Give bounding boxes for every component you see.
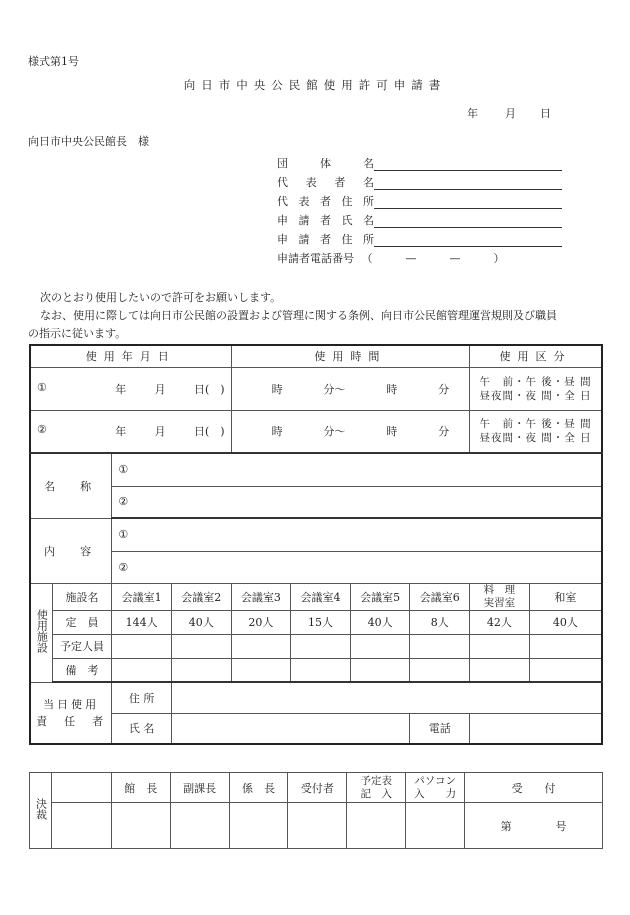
minute-label: 分〜 (323, 382, 346, 396)
applicant-field-input[interactable] (374, 213, 562, 228)
time-cell-2[interactable] (231, 410, 470, 453)
schedule-entry-line-1: 予定表 (360, 774, 392, 787)
category-options: 午 前・午 後・昼 間 (479, 375, 592, 388)
hour-label: 時 (386, 382, 398, 396)
notes-input[interactable] (171, 658, 231, 682)
category-options: 昼夜間・夜 間・全 日 (479, 389, 592, 402)
row-label-facility: 施設名 (52, 583, 112, 610)
date-cell-2[interactable] (30, 410, 231, 453)
terms-text-2: の指示に従います。 (28, 327, 127, 340)
category-cell-1[interactable] (470, 367, 602, 410)
date-year: 年 (467, 107, 478, 120)
phone-cell-label: 電話 (410, 713, 470, 744)
expected-input[interactable] (291, 634, 351, 658)
year-label: 年 (115, 382, 127, 396)
name-label: 名 称 (30, 453, 112, 518)
room-capacity: 42人 (470, 610, 530, 634)
approval-header-schedule (347, 773, 406, 803)
applicant-field-label (277, 212, 374, 228)
facilities-group-label (30, 583, 52, 682)
minute-label: 分 (438, 382, 450, 396)
label-char: 請 (298, 214, 310, 227)
responsible-label (30, 682, 112, 744)
pc-entry-line-1: パソコン (414, 774, 457, 787)
label-char: 体 (320, 157, 331, 170)
label-char: 表 (298, 195, 310, 208)
form-number: 様式第1号 (28, 55, 79, 68)
header-category: 使用区分 (470, 345, 602, 367)
label-char: 者 (320, 195, 331, 208)
person-name-label: 氏 名 (112, 713, 172, 744)
notes-input[interactable] (410, 658, 470, 682)
applicant-field-input[interactable] (374, 194, 562, 209)
room-capacity: 144人 (112, 610, 172, 634)
approval-header: 副課長 (170, 773, 229, 803)
room-name: 会議室3 (231, 583, 291, 610)
applicant-field-label (277, 193, 374, 209)
approval-stamp-cell[interactable] (406, 803, 465, 849)
label-char: 住 (341, 233, 353, 246)
room-capacity: 15人 (291, 610, 351, 634)
date-cell-1[interactable] (30, 367, 231, 410)
approval-stamp-cell[interactable] (347, 803, 406, 849)
expected-input[interactable] (171, 634, 231, 658)
approval-header: 館 長 (111, 773, 170, 803)
notes-input[interactable] (231, 658, 291, 682)
label-char: 名 (363, 157, 374, 170)
approval-group-text: 決裁 (34, 798, 48, 820)
category-cell-2[interactable] (470, 410, 602, 453)
reception-header: 受 付 (465, 773, 603, 803)
category-options: 午 前・午 後・昼 間 (479, 418, 592, 431)
room-name: 会議室2 (171, 583, 231, 610)
room-name: 会議室6 (410, 583, 470, 610)
applicant-field[interactable] (277, 190, 562, 209)
address-input[interactable] (171, 682, 602, 713)
applicant-field-label (277, 174, 374, 190)
label-char: 所 (363, 233, 374, 246)
address-label: 住 所 (112, 682, 172, 713)
label-char: 申 (277, 233, 288, 246)
pc-entry-line-2: 入 力 (414, 787, 457, 800)
room-capacity: 40人 (529, 610, 602, 634)
approval-group-label (30, 773, 52, 849)
expected-input[interactable] (529, 634, 602, 658)
notes-input[interactable] (529, 658, 602, 682)
room-name: 会議室1 (112, 583, 172, 610)
approval-stamp-cell[interactable] (111, 803, 170, 849)
applicant-field-label (277, 155, 374, 171)
phone-field[interactable] (277, 250, 505, 266)
row-number: ② (37, 423, 47, 437)
schedule-row-2 (30, 410, 602, 453)
label-char: 住 (341, 195, 353, 208)
minute-label: 分〜 (323, 425, 346, 439)
expected-input[interactable] (112, 634, 172, 658)
request-text: 次のとおり使用したいので許可をお願いします。 (40, 291, 282, 304)
name-field-2[interactable]: ② (112, 486, 602, 518)
month-label: 月 (154, 425, 166, 439)
room-name: 和室 (529, 583, 602, 610)
expected-input[interactable] (231, 634, 291, 658)
row-label-capacity: 定 員 (52, 610, 112, 634)
applicant-field-label (277, 231, 374, 247)
expected-input[interactable] (410, 634, 470, 658)
room-capacity: 40人 (171, 610, 231, 634)
approval-stamp-cell[interactable] (170, 803, 229, 849)
hour-label: 時 (386, 425, 398, 439)
applicant-field-input[interactable] (374, 232, 562, 247)
person-phone-input[interactable] (470, 713, 602, 744)
minute-label: 分 (438, 425, 450, 439)
row-label-notes: 備 考 (52, 658, 112, 682)
approval-stamp-cell[interactable] (51, 803, 111, 849)
header-time: 使用時間 (231, 345, 470, 367)
label-char: 代 (277, 176, 288, 189)
applicant-field[interactable] (277, 171, 562, 190)
phone-value: （ — — ） (361, 252, 505, 265)
year-label: 年 (115, 425, 127, 439)
label-char: 代 (277, 195, 288, 208)
approval-header-pc (406, 773, 465, 803)
room-name: 会議室4 (291, 583, 351, 610)
reception-number[interactable]: 第 号 (465, 803, 603, 849)
label-char: 氏 (341, 214, 353, 227)
room-name-cooking (470, 583, 530, 610)
terms-text-1: なお、使用に際しては向日市公民館の設置および管理に関する条例、向日市公民館管理運営規則及び職員 (40, 309, 557, 322)
approval-header: 受付者 (288, 773, 347, 803)
content-field-1[interactable]: ① (112, 518, 602, 551)
expected-input[interactable] (350, 634, 410, 658)
notes-input[interactable] (291, 658, 351, 682)
responsible-label-2: 責 任 者 (36, 715, 107, 728)
hour-label: 時 (271, 382, 283, 396)
label-char: 者 (320, 214, 331, 227)
label-char: 所 (363, 195, 374, 208)
month-label: 月 (154, 382, 166, 396)
date-day: 日 (540, 107, 551, 120)
approval-header: 係 長 (229, 773, 288, 803)
room-name: 会議室5 (350, 583, 410, 610)
person-name-input[interactable] (171, 713, 410, 744)
approval-stamp-cell[interactable] (229, 803, 288, 849)
category-options: 昼夜間・夜 間・全 日 (479, 432, 592, 445)
label-char: 表 (305, 176, 317, 189)
cooking-line-2: 実習室 (483, 596, 516, 609)
approval-stamp-cell[interactable] (288, 803, 347, 849)
approval-blank-header (51, 773, 111, 803)
room-capacity: 20人 (231, 610, 291, 634)
room-capacity: 40人 (350, 610, 410, 634)
label-char: 団 (277, 157, 288, 170)
page-title: 向日市中央公民館使用許可申請書 (183, 78, 447, 92)
schedule-entry-line-2: 記 入 (360, 787, 392, 800)
header-date: 使用年月日 (30, 345, 231, 367)
responsible-label-1: 当日使用 (43, 698, 100, 711)
label-char: 名 (363, 214, 374, 227)
time-cell-1[interactable] (231, 367, 470, 410)
hour-label: 時 (271, 425, 283, 439)
application-table (29, 344, 603, 745)
content-field-2[interactable]: ② (112, 551, 602, 583)
room-capacity: 8人 (410, 610, 470, 634)
label-char: 申 (277, 214, 288, 227)
cooking-line-1: 料 理 (483, 583, 516, 596)
applicant-field-input[interactable] (374, 156, 562, 171)
label-char: 名 (362, 176, 374, 189)
date-month: 月 (505, 107, 516, 120)
approval-table (29, 772, 603, 849)
notes-input[interactable] (112, 658, 172, 682)
label-char: 者 (334, 176, 346, 189)
content-label: 内 容 (30, 518, 112, 583)
day-label: 日( ) (194, 425, 225, 439)
row-label-expected: 予定人員 (52, 634, 112, 658)
addressee: 向日市中央公民館長 様 (28, 135, 149, 148)
notes-input[interactable] (470, 658, 530, 682)
applicant-field[interactable] (277, 209, 562, 228)
applicant-field[interactable] (277, 228, 562, 247)
applicant-field-input[interactable] (374, 175, 562, 190)
phone-label: 申請者電話番号 (277, 252, 354, 265)
label-char: 請 (298, 233, 310, 246)
day-label: 日( ) (194, 382, 225, 396)
schedule-row-1 (30, 367, 602, 410)
label-char: 者 (320, 233, 331, 246)
row-number: ① (37, 380, 47, 394)
facilities-group-text: 使用施設 (35, 609, 49, 653)
expected-input[interactable] (470, 634, 530, 658)
applicant-field[interactable] (277, 152, 562, 171)
name-field-1[interactable]: ① (112, 453, 602, 486)
notes-input[interactable] (350, 658, 410, 682)
